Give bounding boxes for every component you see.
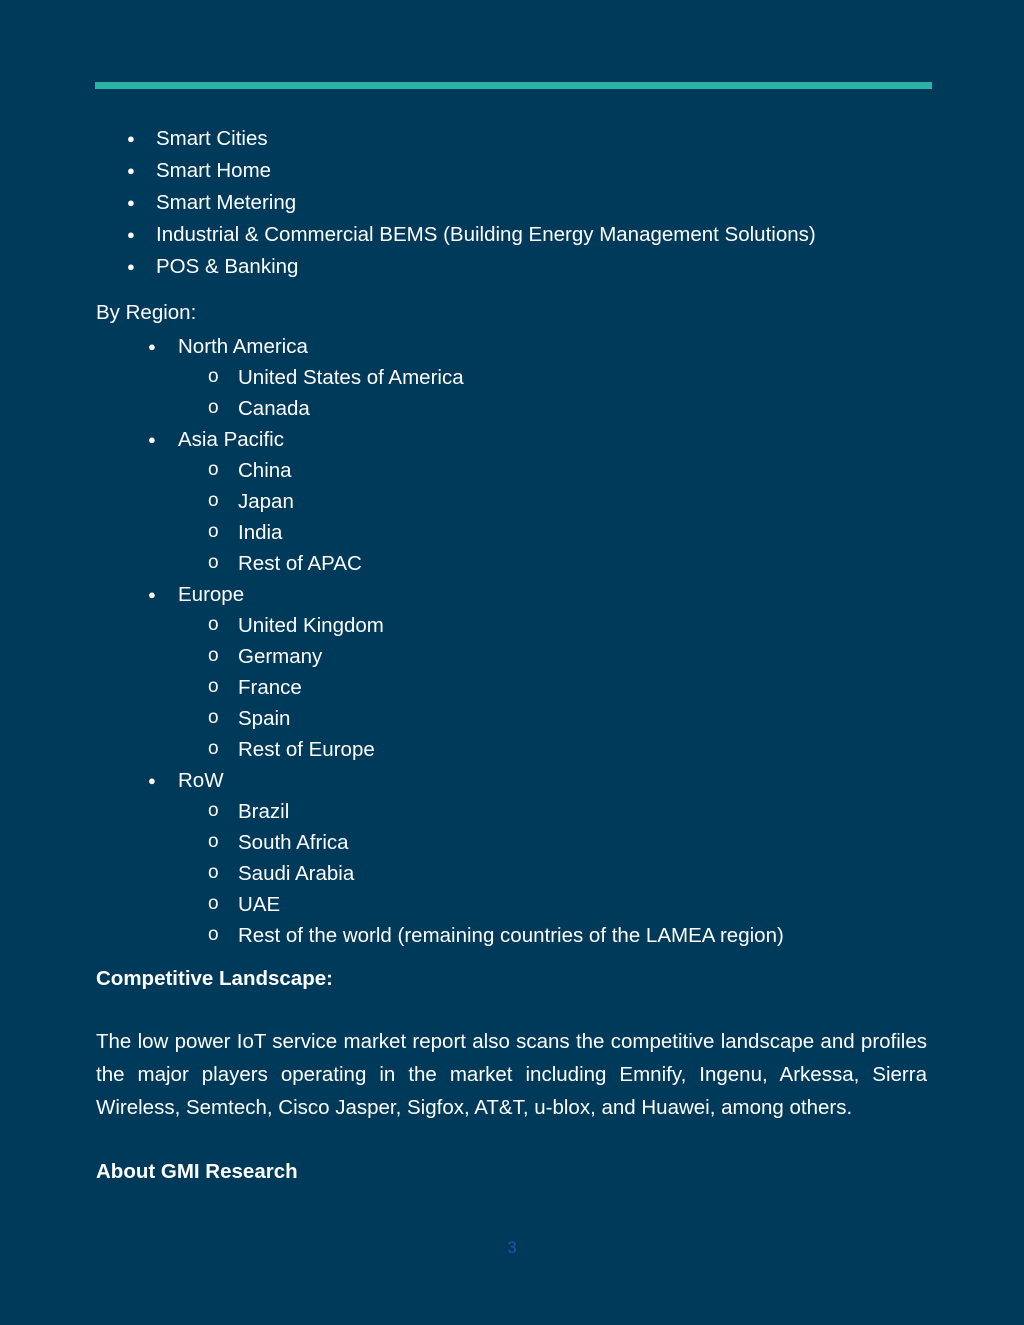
country-list-item: o Rest of the world (remaining countries of the LAMEA region): [96, 920, 928, 951]
country-list-item: o Canada: [96, 393, 928, 424]
region-item: [96, 424, 928, 579]
region-item: [96, 331, 928, 424]
country-list-item: o India: [96, 517, 928, 548]
country-list-item: o China: [96, 455, 928, 486]
country-list: [96, 796, 928, 951]
country-list-item: o United Kingdom: [96, 610, 928, 641]
page-number: 3: [507, 1238, 517, 1257]
country-list-item: o Spain: [96, 703, 928, 734]
application-list-item: ● Smart Home: [96, 156, 928, 188]
region-name: ● Asia Pacific: [96, 424, 928, 455]
competitive-landscape-paragraph: The low power IoT service market report also scans the competitive landscape and profiles the major players operating in the market including Emnify, Ingenu, Arkessa, Sierra Wireless, Semtech, Cisco Jasper, Sigfox, AT&T, u-blox, and Huawei, among others.: [96, 1030, 927, 1119]
country-list-item: o Saudi Arabia: [96, 858, 928, 889]
country-list: [96, 362, 928, 424]
country-list: [96, 455, 928, 579]
country-list-item: o UAE: [96, 889, 928, 920]
competitive-landscape-heading: Competitive Landscape:: [96, 967, 333, 990]
country-list: [96, 610, 928, 765]
application-list-item: ● Industrial & Commercial BEMS (Building Energy Management Solutions): [96, 220, 928, 252]
country-list-item: o Germany: [96, 641, 928, 672]
country-list-item: o Rest of APAC: [96, 548, 928, 579]
application-list-item: ● POS & Banking: [96, 252, 928, 284]
top-accent-rule: [95, 82, 932, 89]
region-name: ● Europe: [96, 579, 928, 610]
country-list-item: o South Africa: [96, 827, 928, 858]
application-list: [96, 124, 928, 284]
country-list-item: o Brazil: [96, 796, 928, 827]
region-name: ● RoW: [96, 765, 928, 796]
about-heading: About GMI Research: [96, 1160, 298, 1183]
region-list: [96, 331, 928, 951]
application-list-item: ● Smart Cities: [96, 124, 928, 156]
country-list-item: o Japan: [96, 486, 928, 517]
region-item: [96, 579, 928, 765]
country-list-item: o United States of America: [96, 362, 928, 393]
document-body: [96, 124, 928, 1188]
country-list-item: o France: [96, 672, 928, 703]
region-item: [96, 765, 928, 951]
region-name: ● North America: [96, 331, 928, 362]
country-list-item: o Rest of Europe: [96, 734, 928, 765]
region-heading: By Region:: [96, 301, 197, 324]
application-list-item: ● Smart Metering: [96, 188, 928, 220]
